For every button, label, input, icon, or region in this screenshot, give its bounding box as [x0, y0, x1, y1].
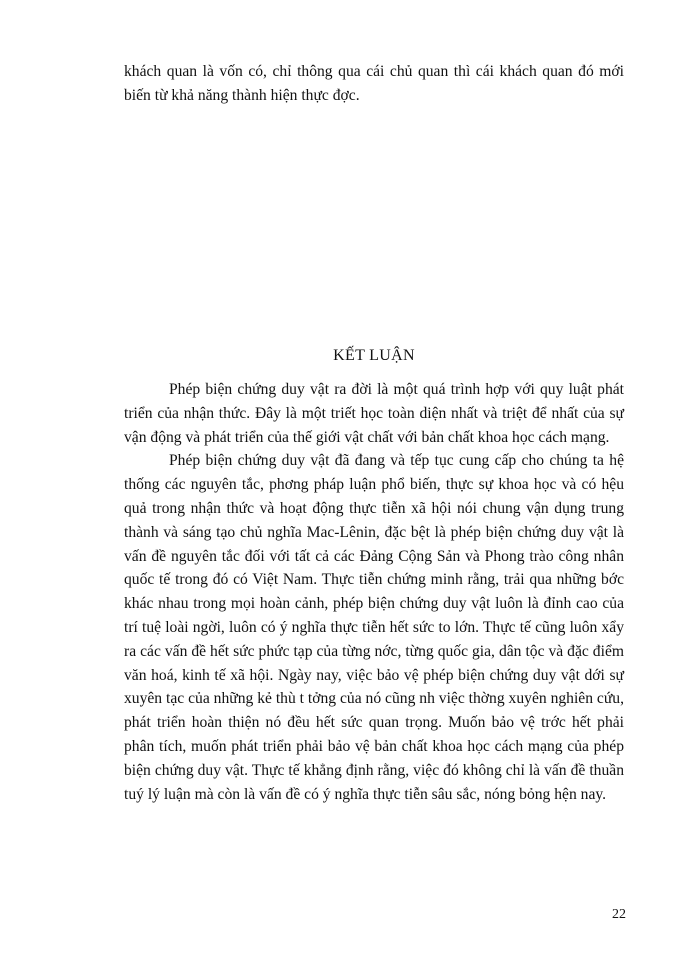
- paragraph: Phép biện chứng duy vật ra đời là một quá trình hợp với quy luật phát triển của nhận thức. Đây là một triết học toàn diện nhất và triệt để nhất của sự vận động và phát triển của thế giới vật chất với bản chất khoa học cách mạng.: [124, 381, 624, 446]
- conclusion-body: [124, 378, 624, 806]
- page-number: 22: [612, 907, 626, 922]
- section-title: KẾT LUẬN: [333, 347, 415, 364]
- intro-paragraph: khách quan là vốn có, chỉ thông qua cái chủ quan thì cái khách quan đó mới biến từ khả năng thành hiện thực đợc.: [124, 63, 624, 104]
- intro-text-block: [124, 60, 624, 108]
- paragraph: Phép biện chứng duy vật đã đang và tếp tục cung cấp cho chúng ta hệ thống các nguyên tắc, phơng pháp luận phổ biến, thực sự khoa học và có hệu quả trong nhận thức và hoạt động thực tiễn xã hội nói chung vận dụng trung thành và sáng tạo chủ nghĩa Mac-Lênin, đặc bệt là phép biện chứng duy vật là vấn đề nguyên tắc đối với tất cả các Đảng Cộng Sản và Phong trào công nhân quốc tế trong đó có Việt Nam. Thực tiễn chứng minh rằng, trải qua những bớc khác nhau trong mọi hoàn cảnh, phép biện chứng duy vật luôn là đỉnh cao của trí tuệ loài ngời, luôn có ý nghĩa thực tiễn hết sức to lớn. Thực tế cũng luôn xẩy ra các vấn đề hết sức phức tạp của từng nớc, từng quốc gia, dân tộc và đặc điểm văn hoá, kinh tế xã hội. Ngày nay, việc bảo vệ phép biện chứng duy vật dới sự xuyên tạc của những kẻ thù t tởng của nó cũng nh việc thờng xuyên nghiên cứu, phát triển hoàn thiện nó đều hết sức quan trọng. Muốn bảo vệ trớc hết phải phân tích, muốn phát triển phải bảo vệ bản chất khoa học cách mạng của phép biện chứng duy vật. Thực tế khẳng định rằng, việc đó không chỉ là vấn đề thuần tuý lý luận mà còn là vấn đề có ý nghĩa thực tiễn sâu sắc, nóng bỏng hện nay.: [124, 452, 624, 803]
